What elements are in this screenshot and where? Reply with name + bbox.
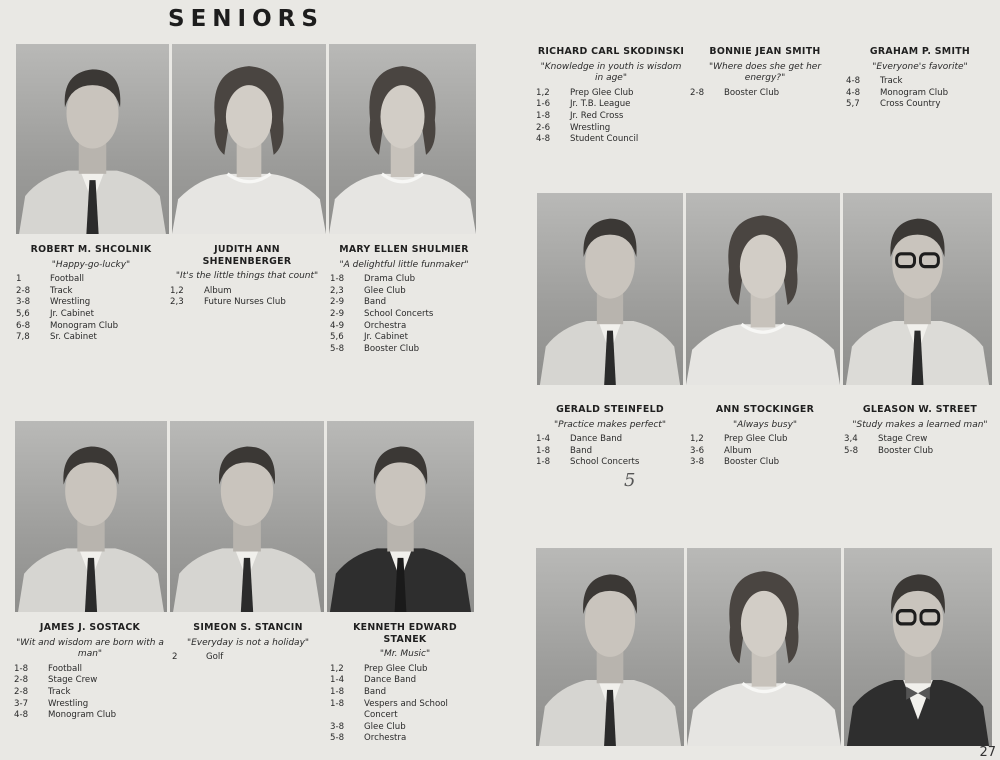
activity-label: Jr. T.B. League xyxy=(570,99,631,110)
activity-years: 4-8 xyxy=(846,76,861,87)
activity-label: Wrestling xyxy=(570,122,611,133)
activity-years: 1-4 xyxy=(536,434,551,445)
activity-row xyxy=(14,675,166,687)
activity-row xyxy=(170,297,324,309)
senior-name: SIMEON S. STANCIN xyxy=(193,622,303,633)
senior-entry xyxy=(172,622,324,664)
activity-row xyxy=(536,99,686,111)
activity-label: Student Council xyxy=(570,134,639,145)
activity-years: 3-8 xyxy=(690,457,705,468)
activity-label: Football xyxy=(50,274,85,285)
activity-years: 7,8 xyxy=(16,332,30,343)
activity-years: 1-8 xyxy=(330,698,345,709)
senior-name: GLEASON W. STREET xyxy=(862,404,978,415)
senior-quote: "Study makes a learned man" xyxy=(852,419,988,430)
activity-label: Track xyxy=(880,76,903,87)
activity-years: 2,3 xyxy=(330,285,344,296)
portrait-photo xyxy=(327,421,474,612)
activity-row xyxy=(690,457,840,469)
activity-row xyxy=(844,446,996,458)
activity-years: 3-6 xyxy=(690,445,705,456)
senior-entry xyxy=(536,46,686,146)
activity-years: 1-8 xyxy=(536,110,551,121)
activity-row xyxy=(536,123,686,135)
portrait-photo xyxy=(537,193,683,385)
senior-name: RICHARD CARL SKODINSKI xyxy=(537,46,685,57)
senior-entry xyxy=(690,46,840,99)
activity-row xyxy=(330,733,480,745)
activity-label: Sr. Cabinet xyxy=(50,332,97,343)
activity-years: 1 xyxy=(16,274,22,285)
activity-list xyxy=(846,76,994,111)
activity-row xyxy=(330,699,480,722)
senior-name: KENNETH EDWARD STANEK xyxy=(353,622,457,645)
page-title: SENIORS xyxy=(168,6,324,32)
activity-years: 3-8 xyxy=(330,721,345,732)
senior-entry xyxy=(14,622,166,722)
activity-row xyxy=(690,446,840,458)
activity-row xyxy=(16,274,166,286)
activity-years: 1,2 xyxy=(690,434,704,445)
activity-years: 2-8 xyxy=(14,675,29,686)
activity-label: School Concerts xyxy=(364,308,434,319)
activity-years: 4-8 xyxy=(536,134,551,145)
activity-years: 2-8 xyxy=(14,686,29,697)
activity-row xyxy=(330,274,478,286)
activity-row xyxy=(330,344,478,356)
activity-list xyxy=(690,88,840,100)
activity-list xyxy=(690,434,840,469)
portrait-photo xyxy=(16,44,169,234)
activity-row xyxy=(536,111,686,123)
senior-entry xyxy=(170,244,324,309)
activity-row xyxy=(330,321,478,333)
activity-list xyxy=(844,434,996,457)
activity-list xyxy=(330,274,478,355)
activity-list xyxy=(172,652,324,664)
senior-name: GERALD STEINFELD xyxy=(556,404,664,415)
senior-quote: "Where does she get her energy?" xyxy=(708,61,822,84)
senior-name: MARY ELLEN SHULMIER xyxy=(339,244,469,255)
activity-years: 1-6 xyxy=(536,99,551,110)
activity-label: Stage Crew xyxy=(878,434,928,445)
activity-label: Jr. Cabinet xyxy=(364,332,408,343)
activity-label: Football xyxy=(48,663,83,674)
activity-label: Monogram Club xyxy=(880,87,949,98)
activity-years: 1-8 xyxy=(536,445,551,456)
activity-label: Booster Club xyxy=(724,457,780,468)
activity-years: 3-8 xyxy=(16,297,31,308)
activity-label: Album xyxy=(724,445,752,456)
activity-years: 2 xyxy=(172,652,178,663)
activity-label: Jr. Cabinet xyxy=(50,308,94,319)
activity-label: Dance Band xyxy=(364,675,417,686)
senior-quote: "Practice makes perfect" xyxy=(554,419,666,430)
activity-row xyxy=(690,88,840,100)
portrait-photo xyxy=(15,421,167,612)
activity-years: 1,2 xyxy=(170,285,184,296)
activity-years: 3,4 xyxy=(844,434,858,445)
activity-row xyxy=(330,675,480,687)
activity-years: 3-7 xyxy=(14,698,29,709)
activity-years: 2-9 xyxy=(330,308,345,319)
activity-row xyxy=(846,88,994,100)
activity-label: Monogram Club xyxy=(48,710,117,721)
activity-years: 1-8 xyxy=(14,663,29,674)
activity-label: Band xyxy=(570,445,593,456)
activity-row xyxy=(172,652,324,664)
activity-years: 5,6 xyxy=(330,332,344,343)
activity-years: 1,2 xyxy=(330,663,344,674)
activity-label: Stage Crew xyxy=(48,675,98,686)
activity-row xyxy=(536,88,686,100)
activity-list xyxy=(536,434,684,469)
activity-years: 5-8 xyxy=(330,733,345,744)
activity-years: 1-8 xyxy=(330,274,345,285)
activity-row xyxy=(14,687,166,699)
activity-row xyxy=(16,309,166,321)
portrait-photo xyxy=(536,548,684,746)
activity-years: 5,7 xyxy=(846,99,860,110)
senior-entry xyxy=(844,404,996,457)
activity-list xyxy=(16,274,166,344)
activity-row xyxy=(536,134,686,146)
portrait-photo xyxy=(170,421,324,612)
activity-row xyxy=(14,710,166,722)
activity-row xyxy=(846,99,994,111)
activity-label: Band xyxy=(364,686,387,697)
senior-name: ANN STOCKINGER xyxy=(715,404,815,415)
activity-label: School Concerts xyxy=(570,457,640,468)
activity-label: Prep Glee Club xyxy=(364,663,428,674)
activity-years: 2-9 xyxy=(330,297,345,308)
activity-years: 2-8 xyxy=(16,285,31,296)
portrait-photo xyxy=(844,548,992,746)
handwritten-note: 5 xyxy=(624,470,636,491)
activity-label: Wrestling xyxy=(48,698,89,709)
activity-years: 5-8 xyxy=(330,343,345,354)
senior-quote: "A delightful little funmaker" xyxy=(339,259,469,270)
activity-label: Glee Club xyxy=(364,721,406,732)
portrait-photo xyxy=(843,193,992,385)
activity-row xyxy=(16,297,166,309)
activity-label: Wrestling xyxy=(50,297,91,308)
activity-years: 1-8 xyxy=(536,457,551,468)
activity-years: 5-8 xyxy=(844,445,859,456)
activity-list xyxy=(536,88,686,146)
activity-years: 4-9 xyxy=(330,320,345,331)
activity-row xyxy=(330,309,478,321)
activity-row xyxy=(16,286,166,298)
activity-row xyxy=(330,687,480,699)
activity-label: Orchestra xyxy=(364,320,407,331)
activity-label: Track xyxy=(50,285,73,296)
activity-years: 4-8 xyxy=(14,710,29,721)
activity-list xyxy=(14,664,166,722)
activity-row xyxy=(690,434,840,446)
senior-quote: "Everyday is not a holiday" xyxy=(186,637,310,648)
portrait-photo xyxy=(687,548,841,746)
activity-row xyxy=(330,332,478,344)
activity-row xyxy=(846,76,994,88)
activity-row xyxy=(14,699,166,711)
activity-label: Booster Club xyxy=(724,87,780,98)
activity-years: 1-4 xyxy=(330,675,345,686)
activity-list xyxy=(170,286,324,309)
activity-row xyxy=(330,664,480,676)
activity-row xyxy=(330,286,478,298)
activity-label: Drama Club xyxy=(364,274,416,285)
activity-list xyxy=(330,664,480,745)
activity-label: Band xyxy=(364,297,387,308)
activity-row xyxy=(14,664,166,676)
senior-entry xyxy=(690,404,840,469)
activity-label: Vespers and School Concert xyxy=(364,698,448,721)
activity-label: Orchestra xyxy=(364,733,407,744)
activity-label: Glee Club xyxy=(364,285,406,296)
activity-label: Monogram Club xyxy=(50,320,119,331)
activity-row xyxy=(16,332,166,344)
activity-label: Golf xyxy=(206,652,224,663)
activity-row xyxy=(536,457,684,469)
senior-quote: "Happy-go-lucky" xyxy=(51,259,131,270)
senior-entry xyxy=(330,622,480,745)
senior-entry xyxy=(536,404,684,469)
activity-years: 2,3 xyxy=(170,297,184,308)
activity-label: Dance Band xyxy=(570,434,623,445)
senior-quote: "Always busy" xyxy=(732,419,798,430)
senior-quote: "It's the little things that count" xyxy=(175,271,319,282)
activity-label: Prep Glee Club xyxy=(570,87,634,98)
activity-row xyxy=(844,434,996,446)
activity-row xyxy=(330,722,480,734)
senior-entry xyxy=(330,244,478,355)
portrait-photo xyxy=(329,44,476,234)
activity-row xyxy=(330,297,478,309)
activity-label: Album xyxy=(204,285,232,296)
page-number: 27 xyxy=(979,745,996,760)
senior-quote: "Wit and wisdom are born with a man" xyxy=(16,637,164,660)
senior-name: GRAHAM P. SMITH xyxy=(869,46,971,57)
activity-years: 2-8 xyxy=(690,87,705,98)
activity-years: 6-8 xyxy=(16,320,31,331)
activity-label: Cross Country xyxy=(880,99,941,110)
activity-label: Prep Glee Club xyxy=(724,434,788,445)
senior-quote: "Mr. Music" xyxy=(379,649,431,660)
senior-name: JUDITH ANN SHENENBERGER xyxy=(202,244,292,267)
activity-label: Jr. Red Cross xyxy=(570,110,624,121)
activity-years: 1-8 xyxy=(330,686,345,697)
activity-years: 1,2 xyxy=(536,87,550,98)
activity-years: 4-8 xyxy=(846,87,861,98)
activity-row xyxy=(536,434,684,446)
activity-row xyxy=(536,446,684,458)
activity-row xyxy=(16,321,166,333)
portrait-photo xyxy=(686,193,840,385)
senior-entry xyxy=(16,244,166,344)
senior-quote: "Everyone's favorite" xyxy=(872,61,968,72)
activity-label: Track xyxy=(48,686,71,697)
activity-row xyxy=(170,286,324,298)
activity-label: Booster Club xyxy=(878,445,934,456)
senior-name: JAMES J. SOSTACK xyxy=(39,622,141,633)
senior-name: BONNIE JEAN SMITH xyxy=(709,46,821,57)
activity-years: 5,6 xyxy=(16,308,30,319)
activity-years: 2-6 xyxy=(536,122,551,133)
activity-label: Booster Club xyxy=(364,343,420,354)
senior-name: ROBERT M. SHCOLNIK xyxy=(30,244,152,255)
portrait-photo xyxy=(172,44,326,234)
senior-entry xyxy=(846,46,994,111)
activity-label: Future Nurses Club xyxy=(204,297,286,308)
senior-quote: "Knowledge in youth is wisdom in age" xyxy=(540,61,682,84)
